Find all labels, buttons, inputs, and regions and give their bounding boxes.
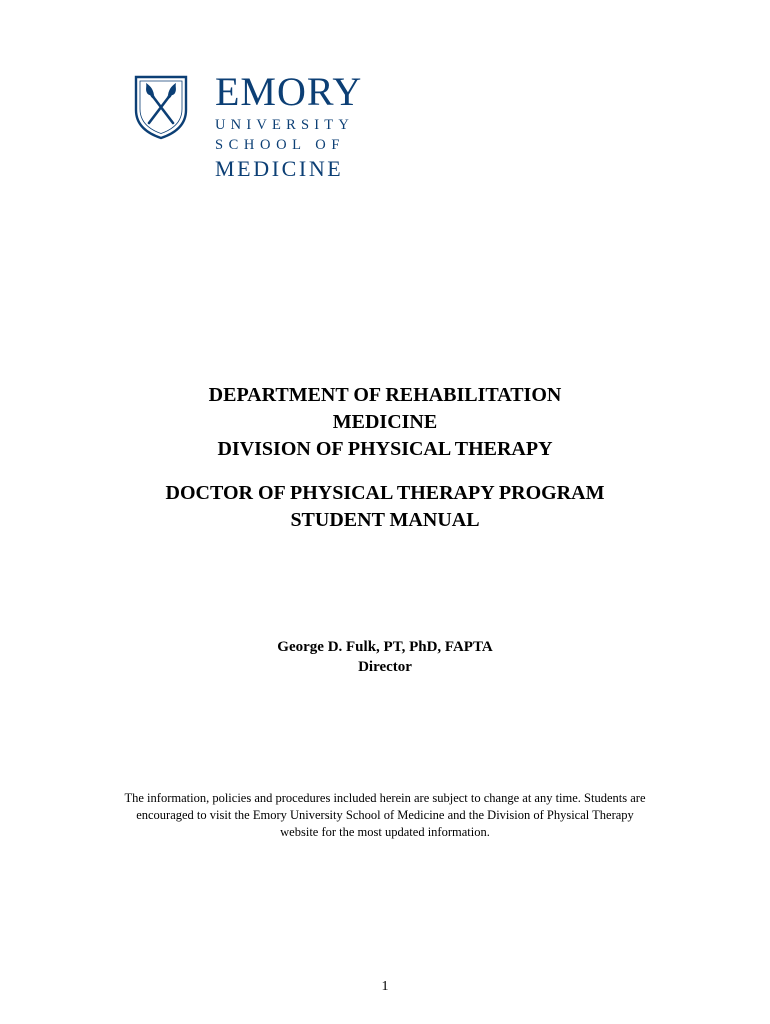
page-number: 1 <box>381 979 389 994</box>
logo-university: UNIVERSITY <box>215 117 354 133</box>
notice-line-1: The information, policies and procedures included herein are subject to change at any time. Students are <box>124 791 646 805</box>
program-title: DOCTOR OF PHYSICAL THERAPY PROGRAM <box>165 482 605 504</box>
manual-title: STUDENT MANUAL <box>290 509 480 531</box>
notice-line-3: website for the most updated information. <box>280 825 490 839</box>
department-line-1: DEPARTMENT OF REHABILITATION <box>208 384 562 406</box>
disclaimer-notice <box>70 790 700 841</box>
logo-emory: EMORY <box>215 69 363 114</box>
author-name: George D. Fulk, PT, PhD, FAPTA <box>277 639 493 655</box>
program-heading <box>0 480 770 534</box>
logo-school-of: SCHOOL OF <box>215 137 346 153</box>
author-role: Director <box>358 659 412 675</box>
author-block <box>0 637 770 677</box>
logo-wordmark <box>215 69 363 181</box>
logo-medicine: MEDICINE <box>215 156 344 181</box>
division-line: DIVISION OF PHYSICAL THERAPY <box>217 438 553 460</box>
department-line-2: MEDICINE <box>332 411 438 433</box>
torch-shield-icon <box>133 74 189 140</box>
notice-line-2: encouraged to visit the Emory University School of Medicine and the Division of Physical Therapy <box>136 808 634 822</box>
emory-logo <box>133 69 363 186</box>
department-heading <box>0 382 770 463</box>
